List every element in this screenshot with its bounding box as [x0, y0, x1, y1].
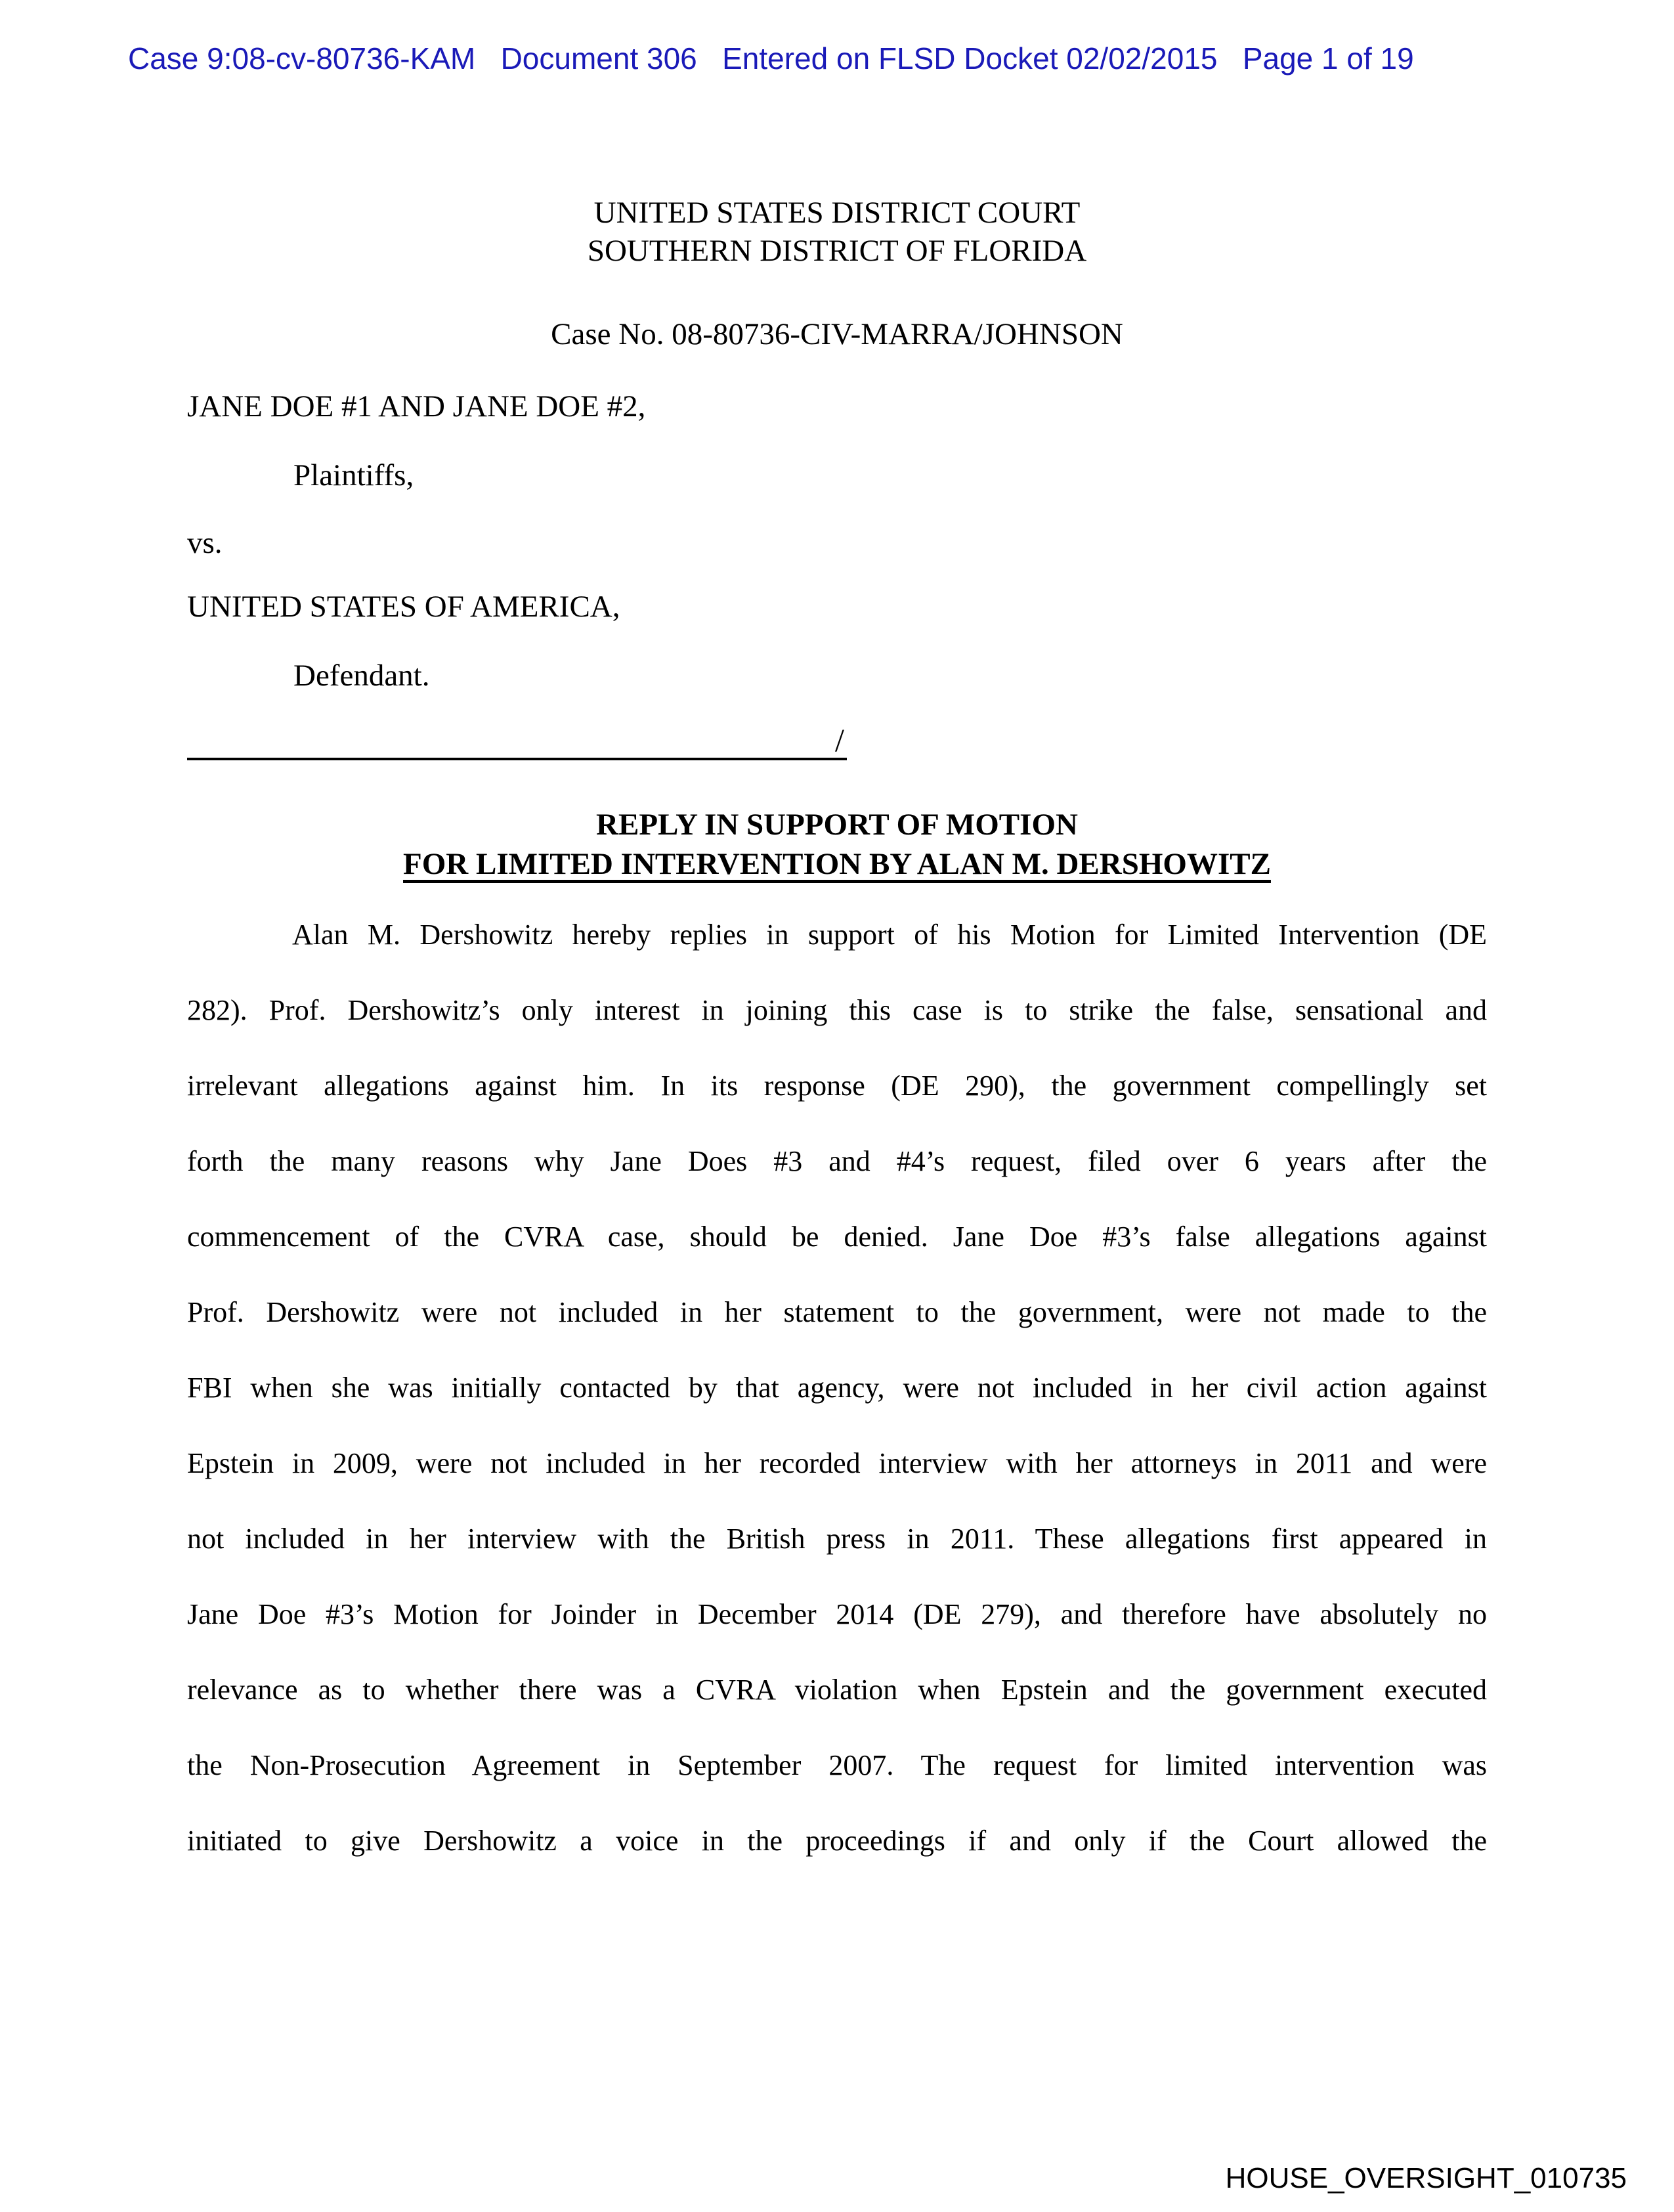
- body-text-line: commencement of the CVRA case, should be denied. Jane Doe #3’s false allegations against: [187, 1221, 1487, 1253]
- ecf-stamp-header: Case 9:08-cv-80736-KAM Document 306 Entered on FLSD Docket 02/02/2015 Page 1 of 19: [128, 41, 1414, 76]
- caption-defendant-role: Defendant.: [293, 659, 430, 693]
- body-text-line: irrelevant allegations against him. In its response (DE 290), the government compellingly set: [187, 1070, 1487, 1102]
- body-text-line: Prof. Dershowitz were not included in her statement to the government, were not made to the: [187, 1296, 1487, 1328]
- body-text-line: Epstein in 2009, were not included in her recorded interview with her attorneys in 2011 and were: [187, 1447, 1487, 1479]
- caption-divider-line: [187, 758, 847, 760]
- body-text-line: not included in her interview with the British press in 2011. These allegations first appeared in: [187, 1523, 1487, 1555]
- document-title-line1: REPLY IN SUPPORT OF MOTION: [596, 808, 1078, 842]
- bates-number: HOUSE_OVERSIGHT_010735: [1225, 2162, 1627, 2194]
- caption-plaintiffs-role: Plaintiffs,: [293, 458, 414, 492]
- caption-divider-slash: /: [835, 722, 844, 758]
- court-title-line1: UNITED STATES DISTRICT COURT: [593, 196, 1081, 230]
- caption-versus: vs.: [187, 526, 223, 560]
- body-paragraph: [187, 897, 1487, 1878]
- body-text-line: Alan M. Dershowitz hereby replies in support of his Motion for Limited Intervention (DE: [292, 919, 1487, 951]
- court-title-line2: SOUTHERN DISTRICT OF FLORIDA: [587, 234, 1087, 268]
- body-text-line: initiated to give Dershowitz a voice in the proceedings if and only if the Court allowed the: [187, 1825, 1487, 1857]
- body-text-line: FBI when she was initially contacted by that agency, were not included in her civil action against: [187, 1372, 1487, 1404]
- body-text-line: forth the many reasons why Jane Does #3 and #4’s request, filed over 6 years after the: [187, 1145, 1487, 1177]
- body-text-line: relevance as to whether there was a CVRA violation when Epstein and the government executed: [187, 1674, 1487, 1706]
- body-text-line: the Non-Prosecution Agreement in September 2007. The request for limited intervention was: [187, 1749, 1487, 1781]
- document-title-line2: FOR LIMITED INTERVENTION BY ALAN M. DERSHOWITZ: [403, 847, 1271, 881]
- case-number: Case No. 08-80736-CIV-MARRA/JOHNSON: [551, 317, 1123, 351]
- court-title: [187, 194, 1487, 270]
- document-title: [187, 805, 1487, 884]
- caption-plaintiffs-names: JANE DOE #1 AND JANE DOE #2,: [187, 389, 646, 423]
- caption-defendant-name: UNITED STATES OF AMERICA,: [187, 590, 620, 624]
- body-text-line: Jane Doe #3’s Motion for Joinder in December 2014 (DE 279), and therefore have absolutely no: [187, 1598, 1487, 1630]
- body-text-line: 282). Prof. Dershowitz’s only interest in joining this case is to strike the false, sensational and: [187, 994, 1487, 1026]
